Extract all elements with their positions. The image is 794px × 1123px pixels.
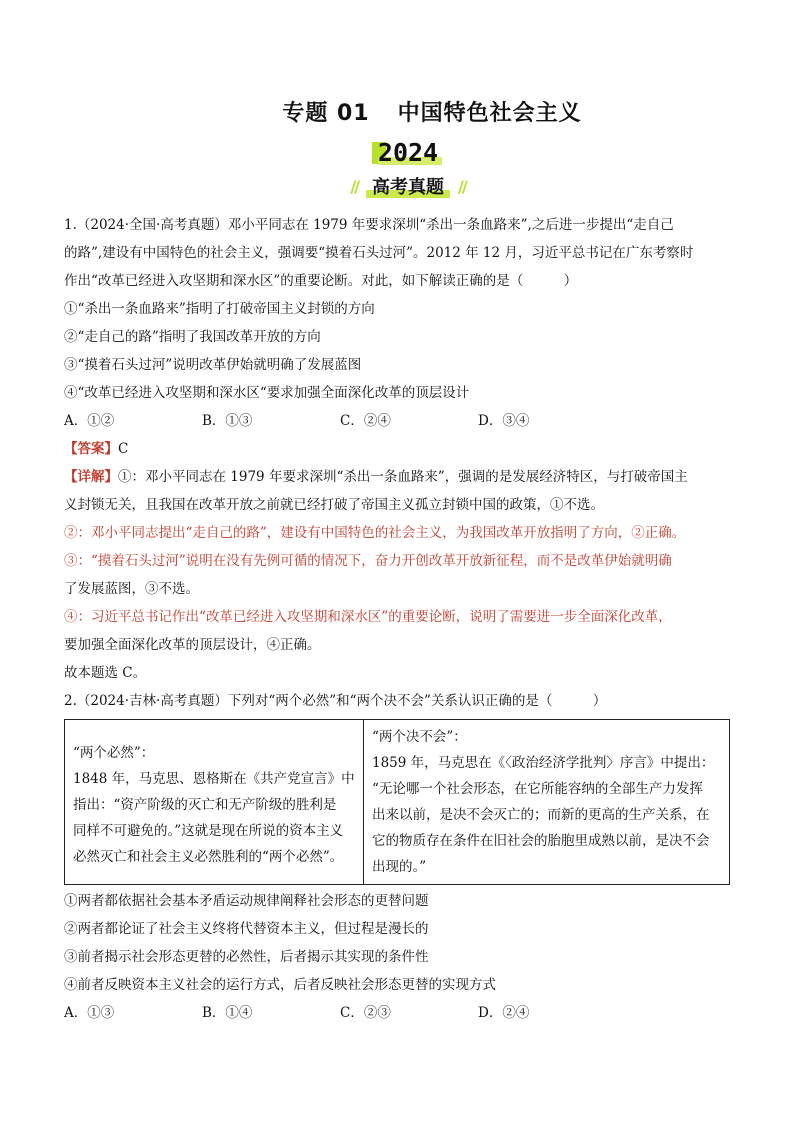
q1-options [64,407,734,435]
q2-table-left-cell [65,720,364,885]
q1-stem-line: 作出“改革已经进入攻坚期和深水区”的重要论断。对此，如下解读正确的是（ ） [64,273,578,289]
table-text: 出现的。” [372,859,427,875]
table-text: 1848 年，马克思、恩格斯在《共产党宣言》中 [73,771,355,787]
q1-option-a: A．①② [64,413,115,429]
q1-statement: ②“走自己的路”指明了我国改革开放的方向 [64,329,321,345]
section-badge [350,173,465,199]
q1-detail-line: 义封锁无关，且我国在改革开放之前就已经打破了帝国主义孤立封锁中国的政策，①不选。 [64,497,604,513]
q1-detail-line: 要加强全面深化改革的顶层设计，④正确。 [64,637,321,653]
q1-detail-line: 故本题选 C。 [64,665,147,681]
detail-text: ①：邓小平同志在 1979 年要求深圳“杀出一条血路来”，强调的是发展经济特区，与打破帝国主 [118,469,688,485]
q2-option-b: B．①④ [202,1005,253,1021]
q1-option-d: D．③④ [478,413,530,429]
answer-value: C [118,441,129,457]
table-text: “无论哪一个社会形态，在它所能容纳的全部生产力发挥 [372,781,703,797]
q1-stem-line: 的路”,建设有中国特色的社会主义，强调要“摸着石头过河”。2012 年 12 月，习近平总书记在广东考察时 [64,245,694,261]
table-text: 必然灭亡和社会主义必然胜利的“两个必然”。 [73,849,344,865]
table-text: 出来以前，是决不会灭亡的；而新的更高的生产关系，在 [372,807,710,823]
q2-statement: ③前者揭示社会形态更替的必然性，后者揭示其实现的条件性 [64,949,429,965]
q2-option-a: A．①③ [64,1005,115,1021]
table-text: 指出：“资产阶级的灭亡和无产阶级的胜利是 [73,797,337,813]
q1-detail-line [64,463,734,491]
question-2 [64,687,734,1027]
answer-label: 【答案】 [64,441,118,457]
table-text: “两个决不会”： [372,729,467,745]
table-text: “两个必然”： [73,745,155,761]
page-title [0,96,794,127]
table-text: 它的物质存在条件在旧社会的胎胞里成熟以前，是决不会 [372,833,710,849]
slash-decoration-right: // [458,176,466,196]
q2-options [64,999,734,1027]
table-text: 1859 年，马克思在《〈政治经济学批判〉序言》中提出： [372,755,715,771]
badge-label: 高考真题 [366,173,450,199]
detail-text: ④：习近平总书记作出“改革已经进入攻坚期和深水区”的重要论断，说明了需要进一步全面深化改革， [64,609,672,625]
title-topic-number: 专题 01 [282,101,370,126]
question-content [64,211,734,1027]
title-topic-name: 中国特色社会主义 [397,101,582,126]
slash-decoration-left: // [350,176,358,196]
q2-stem: 2.（2024·吉林·高考真题）下列对“两个必然”和“两个决不会”关系认识正确的是（ ） [64,693,607,709]
q2-option-c: C．②③ [340,1005,391,1021]
q1-statement: ①“杀出一条血路来”指明了打破帝国主义封锁的方向 [64,301,375,317]
detail-label: 【详解】 [64,469,118,485]
q1-answer [64,435,734,463]
q2-table-right-cell [364,720,730,885]
q1-statement: ④“改革已经进入攻坚期和深水区“要求加强全面深化改革的顶层设计 [64,385,470,401]
q1-statement: ③“摸着石头过河”说明改革伊始就明确了发展蓝图 [64,357,362,373]
table-text: 同样不可避免的。”这就是现在所说的资本主义 [73,823,344,839]
q1-stem-line: 1.（2024·全国·高考真题）邓小平同志在 1979 年要求深圳“杀出一条血路来”,之后进一步提出“走自己 [64,217,674,233]
year-heading: 2024 [372,138,444,167]
q1-option-c: C．②④ [340,413,391,429]
q2-statement: ①两者都依据社会基本矛盾运动规律阐释社会形态的更替问题 [64,893,429,909]
q1-detail-line: ②：邓小平同志提出“走自己的路”，建设有中国特色的社会主义，为我国改革开放指明了方向，②正确。 [64,525,686,541]
detail-text: ③：“摸着石头过河”说明在没有先例可循的情况下，奋力开创改革开放新征程，而不是改革伊始就明确 [64,553,672,569]
q2-statement: ④前者反映资本主义社会的运行方式，后者反映社会形态更替的实现方式 [64,977,496,993]
q1-detail-line [64,603,734,631]
q2-option-d: D．②④ [478,1005,530,1021]
q2-material-table [64,719,730,885]
q1-detail-line: 了发展蓝图，③不选。 [64,581,199,597]
q1-detail-line [64,547,734,575]
q1-option-b: B．①③ [202,413,253,429]
q2-statement: ②两者都论证了社会主义终将代替资本主义，但过程是漫长的 [64,921,429,937]
question-1 [64,211,734,687]
